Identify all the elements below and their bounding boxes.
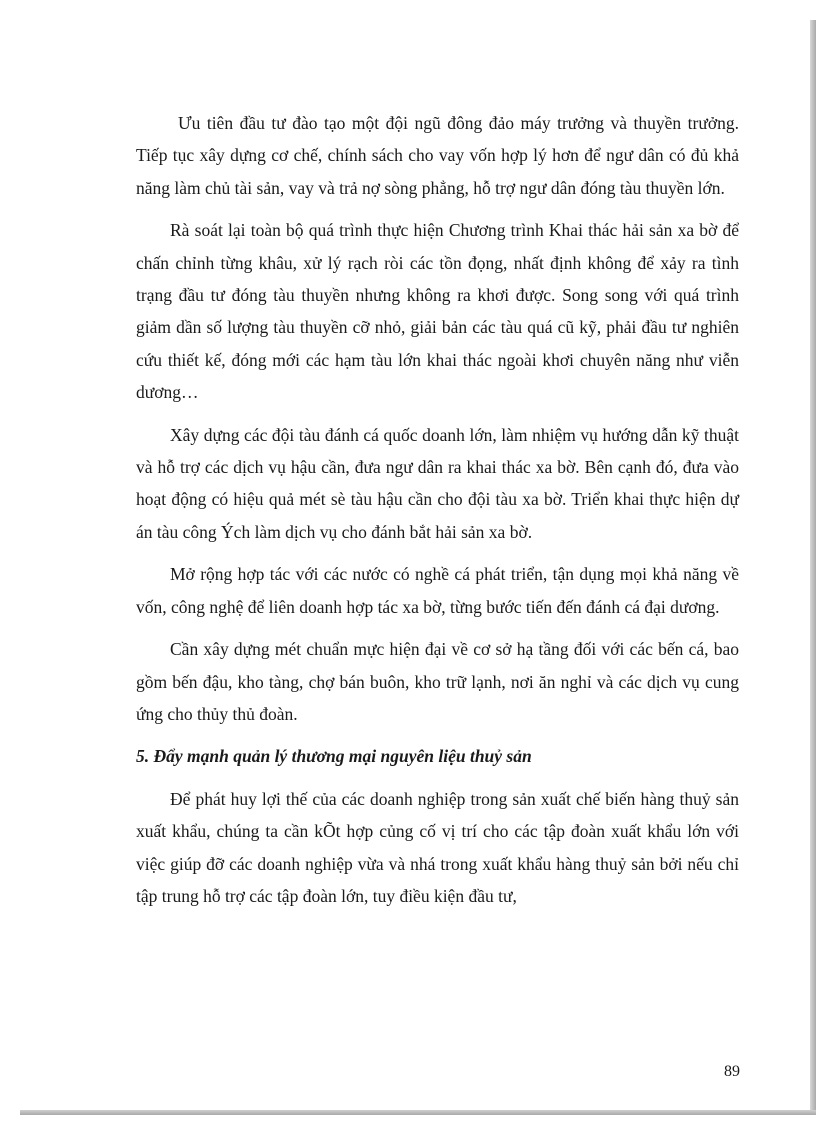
page-bottom-shadow [20,1110,816,1115]
page-right-shadow [810,20,816,1110]
paragraph-5: Cần xây dựng mét chuẩn mực hiện đại về cơ sở hạ tầng đối với các bến cá, bao gồm bến đậu, kho tàng, chợ bán buôn, kho trữ lạnh, nơi ăn nghỉ và các dịch vụ cung ứng cho thủy thủ đoàn. [136,639,739,724]
page-number: 89 [724,1063,740,1080]
paragraph-1: Ưu tiên đầu tư đào tạo một đội ngũ đông đảo máy trưởng và thuyền trưởng. Tiếp tục xây dựng cơ chế, chính sách cho vay vốn hợp lý hơn để ngư dân có đủ khả năng làm chủ tài sản, vay và trả nợ sòng phẳng, hỗ trợ ngư dân đóng tàu thuyền lớn. [136,113,739,198]
paragraph-2: Rà soát lại toàn bộ quá trình thực hiện Chương trình Khai thác hải sản xa bờ để chấn chỉnh từng khâu, xử lý rạch ròi các tồn đọng, nhất định không để xảy ra tình trạng đầu tư đóng tàu thuyền nhưng không ra khơi được. Song song với quá trình giảm dần số lượng tàu thuyền cỡ nhỏ, giải bản các tàu quá cũ kỹ, phải đầu tư nghiên cứu thiết kế, đóng mới các hạm tàu lớn khai thác ngoài khơi chuyên năng như viễn dương… [136,220,739,403]
section-heading: 5. Đẩy mạnh quản lý thương mại nguyên liệu thuỷ sản [136,746,532,767]
paragraph-3: Xây dựng các đội tàu đánh cá quốc doanh lớn, làm nhiệm vụ hướng dẫn kỹ thuật và hỗ trợ các dịch vụ hậu cần, đưa ngư dân ra khai thác xa bờ. Bên cạnh đó, đưa vào hoạt động có hiệu quả mét sè tàu hậu cần cho đội tàu xa bờ. Triển khai thực hiện dự án tàu công Ých làm dịch vụ cho đánh bắt hải sản xa bờ. [136,424,739,542]
document-body [136,107,739,922]
paragraph-4: Mở rộng hợp tác với các nước có nghề cá phát triển, tận dụng mọi khả năng về vốn, công nghệ để liên doanh hợp tác xa bờ, từng bước tiến đến đánh cá đại dương. [136,564,739,617]
paragraph-6: Để phát huy lợi thế của các doanh nghiệp trong sản xuất chế biến hàng thuỷ sản xuất khẩu, chúng ta cần kÕt hợp củng cố vị trí cho các tập đoàn xuất khẩu lớn với việc giúp đỡ các doanh nghiệp vừa và nhá trong xuất khẩu hàng thuỷ sản bởi nếu chỉ tập trung hỗ trợ các tập đoàn lớn, tuy điều kiện đầu tư, [136,788,739,906]
